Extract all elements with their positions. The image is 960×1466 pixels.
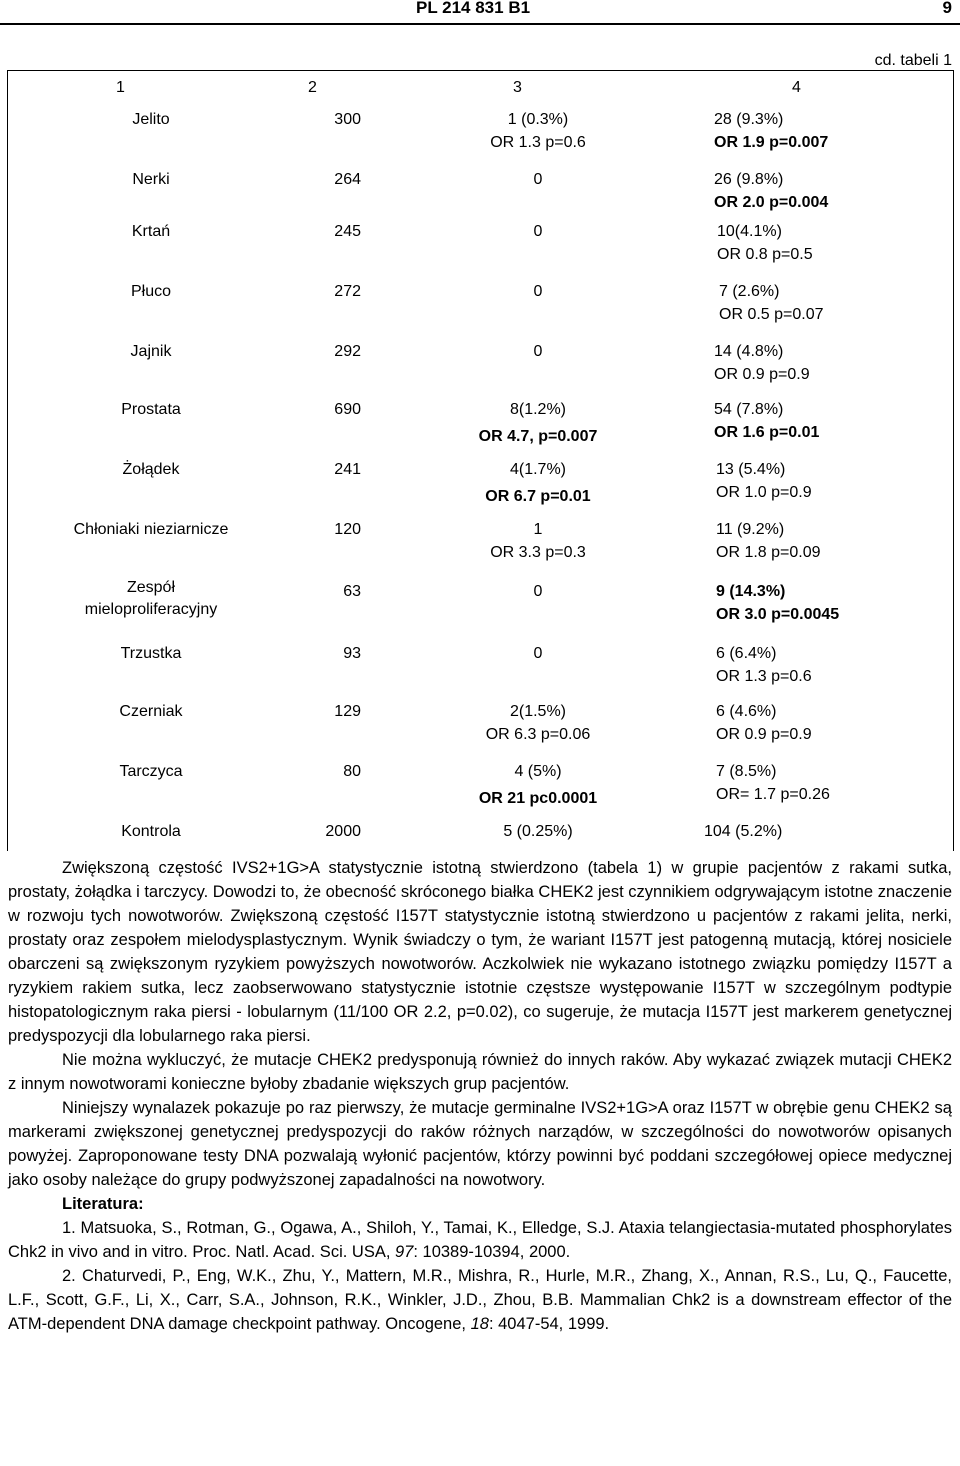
- cell-col4-count: 6 (6.4%): [716, 645, 777, 662]
- cell-col4-count: 11 (9.2%): [716, 521, 785, 538]
- row-label: Kontrola: [121, 823, 181, 840]
- cell-n: 300: [334, 111, 361, 128]
- cell-col4-or: OR 2.0 p=0.004: [714, 194, 829, 211]
- cell-col4-count: 13 (5.4%): [716, 461, 786, 478]
- row-label: Płuco: [130, 283, 172, 300]
- cell-col4-or: OR 1.9 p=0.007: [714, 134, 829, 151]
- row-label: Żołądek: [122, 461, 180, 478]
- cell-col4-count: 7 (8.5%): [716, 763, 777, 780]
- cell-n: 272: [334, 283, 361, 300]
- cell-n: 120: [334, 521, 361, 538]
- cell-col3-count: 1 (0.3%): [507, 111, 569, 128]
- cell-n: 264: [334, 171, 361, 188]
- cell-col4-count: 7 (2.6%): [719, 283, 780, 300]
- cell-n: 690: [334, 401, 361, 418]
- col-header-1: 1: [116, 79, 125, 96]
- row-label: Czerniak: [119, 703, 183, 720]
- cell-col3-or: OR 6.7 p=0.01: [485, 488, 591, 505]
- cell-col3-count: 8(1.2%): [509, 401, 567, 418]
- reference-1: 1. Matsuoka, S., Rotman, G., Ogawa, A., Shiloh, Y., Tamai, K., Elledge, S.J. Ataxia telangiectasia-mutated phosphorylates Chk2 in vivo and in vitro. Proc. Natl. Acad. Sci. USA, 97: 10389-10394, 2000.: [8, 1219, 952, 1261]
- cell-n: 241: [334, 461, 361, 478]
- row-label: Jajnik: [130, 343, 172, 360]
- table-continuation-label: cd. tabeli 1: [874, 52, 952, 69]
- row-label: Prostata: [121, 401, 181, 418]
- cell-n: 63: [343, 583, 361, 600]
- cell-col3-count: 1: [533, 521, 543, 538]
- paragraph-2: Nie można wykluczyć, że mutacje CHEK2 predysponują również do innych raków. Aby wykazać związek mutacji CHEK2 z innym nowotworami konieczne byłoby zbadanie większych grup pacjentów.: [8, 1051, 952, 1093]
- cell-n: 80: [343, 763, 361, 780]
- results-table: [7, 70, 954, 851]
- cell-col3-count: 0: [533, 343, 543, 360]
- cell-col4-or: OR 1.6 p=0.01: [714, 424, 820, 441]
- paragraph-1: Zwiększoną częstość IVS2+1G>A statystycznie istotną stwierdzono (tabela 1) w grupie pacjentów z rakami sutka, prostaty, żołądka i tarczycy. Dowodzi to, że obecność skróconego białka CHEK2 jest czynnikiem odgrywającym istotne znaczenie w rozwoju tych nowotworów. Zwiększoną częstość I157T statystycznie istotną stwierdzono u pacjentów z rakami jelita, nerki, prostaty oraz zespołem mielodysplastycznym. Wynik świadczy o tym, że wariant I157T jest patogenną mutacją, której nosiciele obarczeni są zwiększonym ryzykiem powyższych nowotworów. Aczkolwiek nie wykazano istotnego związku pomiędzy I157T a ryzykiem rakiem sutka, lecz zaobserwowano statystycznie istotnie częstsze występowanie I157T w szczególnym podtypie histopatologicznym raka piersi - lobularnym (11/100 OR 2.2, p=0.02), co sugeruje, że mutacja I157T jest markerem genetycznej predyspozycji dla lobularnego raka piersi.: [8, 859, 952, 1045]
- document-id: PL 214 831 B1: [416, 0, 531, 17]
- cell-col4-count: 54 (7.8%): [714, 401, 784, 418]
- col-header-4: 4: [792, 79, 801, 96]
- cell-col3-or: OR 4.7, p=0.007: [478, 428, 598, 445]
- cell-col3-count: 4 (5%): [514, 763, 562, 780]
- cell-col3-count: 0: [533, 645, 543, 662]
- row-label: Jelito: [132, 111, 170, 128]
- cell-col4-or: OR 1.3 p=0.6: [716, 668, 812, 685]
- cell-col4-count: 6 (4.6%): [716, 703, 777, 720]
- page-header: [0, 0, 960, 24]
- reference-2: 2. Chaturvedi, P., Eng, W.K., Zhu, Y., Mattern, M.R., Mishra, R., Hurle, M.R., Zhang, X., Annan, R.S., Lu, Q., Faucette, L.F., Scott, G.F., Li, X., Carr, S.A., Johnson, R.K., Winkler, J.D., Zhou, B.B. Mammalian Chk2 is a downstream effector of the ATM-dependent DNA damage checkpoint pathway. Oncogene, 18: 4047-54, 1999.: [8, 1267, 952, 1333]
- cell-col4-or: OR 0.9 p=0.9: [714, 366, 810, 383]
- cell-col4-or: OR 1.0 p=0.9: [716, 484, 812, 501]
- cell-col4-count: 14 (4.8%): [714, 343, 784, 360]
- cell-n: 2000: [325, 823, 361, 840]
- col-header-3: 3: [513, 79, 522, 96]
- cell-col4-or: OR 0.8 p=0.5: [717, 246, 813, 263]
- body-text: [8, 856, 952, 1336]
- paragraph-3: Niniejszy wynalazek pokazuje po raz pierwszy, że mutacje germinalne IVS2+1G>A oraz I157T w obrębie genu CHEK2 są markerami zwiększonej genetycznej predyspozycji do raków różnych narządów, w szczególności do nowotworów opisanych powyżej. Zaproponowane testy DNA pozwalają wyłonić pacjentów, którzy powinni być poddani szczegółowej opiece medycznej jako osoby należące do grupy podwyższonej zapadalności na nowotwory.: [8, 1099, 952, 1189]
- cell-col3-count: 0: [533, 171, 543, 188]
- cell-col4-count: 26 (9.8%): [714, 171, 784, 188]
- cell-col4-or: OR 3.0 p=0.0045: [716, 606, 840, 623]
- row-label: Trzustka: [120, 645, 182, 662]
- row-label: Chłoniaki nieziarnicze: [73, 521, 229, 538]
- cell-col3-or: OR 3.3 p=0.3: [490, 544, 586, 561]
- page-number: 9: [942, 0, 952, 17]
- cell-col3-count: 0: [533, 583, 543, 600]
- cell-n: 292: [334, 343, 361, 360]
- row-label: Tarczyca: [119, 763, 183, 780]
- row-label: Krtań: [131, 223, 171, 240]
- cell-col3-count: 0: [533, 283, 543, 300]
- header-rule: [0, 23, 960, 25]
- cell-n: 93: [343, 645, 361, 662]
- cell-col3-or: OR 21 pc0.0001: [478, 790, 598, 807]
- row-label: Zespół: [126, 579, 176, 596]
- cell-col4-count: 28 (9.3%): [714, 111, 784, 128]
- row-label: Nerki: [132, 171, 170, 188]
- cell-col3-count: 5 (0.25%): [503, 823, 573, 840]
- cell-col3-count: 0: [533, 223, 543, 240]
- cell-col4-count: 104 (5.2%): [704, 823, 783, 840]
- references-heading: Literatura:: [62, 1195, 144, 1213]
- cell-col4-count: 10(4.1%): [717, 223, 782, 240]
- cell-col4-or: OR 0.5 p=0.07: [719, 306, 824, 323]
- row-label-line2: mieloproliferacyjny: [84, 601, 218, 618]
- cell-col4-or: OR 0.9 p=0.9: [716, 726, 812, 743]
- cell-n: 129: [334, 703, 361, 720]
- cell-col4-or: OR 1.8 p=0.09: [716, 544, 821, 561]
- cell-col4-or: OR= 1.7 p=0.26: [716, 786, 830, 803]
- cell-n: 245: [334, 223, 361, 240]
- col-header-2: 2: [308, 79, 317, 96]
- cell-col3-or: OR 1.3 p=0.6: [490, 134, 586, 151]
- cell-col3-count: 2(1.5%): [509, 703, 567, 720]
- cell-col3-count: 4(1.7%): [509, 461, 567, 478]
- cell-col3-or: OR 6.3 p=0.06: [485, 726, 591, 743]
- cell-col4-count: 9 (14.3%): [716, 583, 786, 600]
